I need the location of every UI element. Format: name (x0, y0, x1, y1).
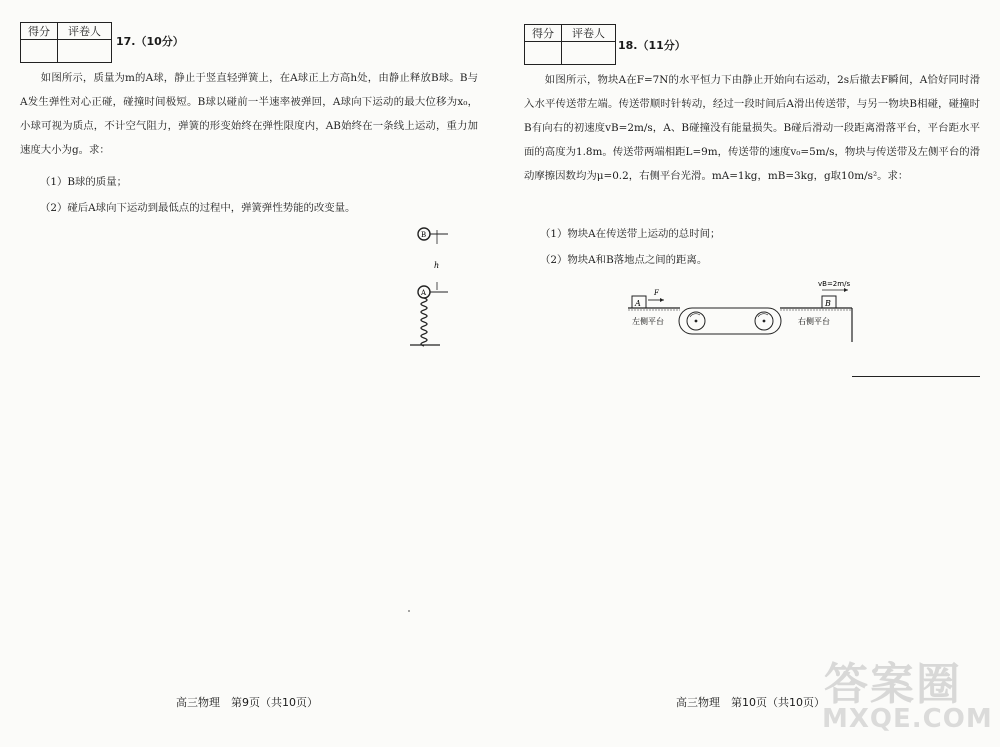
question-paragraph: 如图所示，物块A在F=7N的水平恒力下由静止开始向右运动，2s后撤去F瞬间，A恰好同时滑入水平传送带左端。传送带顺时针转动，经过一段时间后A滑出传送带，与另一物块B相碰，碰撞时B有向右的初速度vB=2m/s，A、B碰撞没有能量损失。B碰后滑动一段距离滑落平台，平台距水平面的高度为1.8m。传送带两端相距L=9m，传送带的速度v₀=5m/s，物块与传送带及左侧平台的滑动摩擦因数均为μ=0.2，右侧平台光滑。mA=1kg，mB=3kg，g取10m/s²。求： (524, 74, 980, 182)
belt-left-curve (679, 308, 692, 334)
question-number: 18.（11分） (618, 39, 686, 52)
grader-cell (58, 40, 112, 63)
answer-line (852, 376, 980, 377)
velocity-arrowhead (844, 288, 848, 292)
spring (421, 298, 427, 346)
score-cell (525, 42, 562, 65)
belt-right-curve (768, 308, 781, 334)
block-a-label: A (635, 299, 641, 308)
score-header: 得分 (21, 23, 58, 40)
velocity-label: vB=2m/s (818, 280, 851, 288)
right-page (500, 0, 1000, 747)
block-b-label: B (825, 299, 831, 308)
right-pulley-axle (763, 320, 766, 323)
score-cell (21, 40, 58, 63)
sub-question-1: （1）物块A在传送带上运动的总时间； (540, 228, 721, 240)
sub-question-1: （1）B球的质量； (40, 176, 127, 188)
spring-figure (400, 220, 470, 350)
ball-b-label: B (421, 231, 427, 239)
right-rotation-arrow (758, 314, 768, 317)
left-rotation-arrow (690, 314, 700, 317)
score-table (524, 24, 616, 65)
ball-a-label: A (421, 289, 427, 297)
page-footer: 高三物理 第9页（共10页） (176, 696, 318, 709)
question-number: 17.（10分） (116, 35, 184, 48)
sub-question-2: （2）碰后A球向下运动到最低点的过程中，弹簧弹性势能的改变量。 (40, 202, 356, 214)
left-pulley-axle (695, 320, 698, 323)
right-platform-label: 右侧平台 (798, 317, 830, 326)
score-table (20, 22, 112, 63)
watermark (818, 648, 998, 744)
force-arrowhead (660, 298, 664, 302)
grader-cell (562, 42, 616, 65)
force-label: F (654, 289, 659, 297)
height-label: h (434, 261, 440, 270)
watermark-logo: 答案圈 (824, 659, 962, 710)
question-paragraph: 如图所示，质量为m的A球，静止于竖直轻弹簧上，在A球正上方高h处，由静止释放B球。B与A发生弹性对心正碰，碰撞时间极短。B球以碰前一半速率被弹回，A球向下运动的最大位移为x₀，小球可视为质点，不计空气阻力，弹簧的形变始终在弹性限度内，AB始终在一条线上运动，重力加速度大小为g。求： (20, 72, 478, 156)
watermark-url: MXQE.COM (822, 704, 993, 734)
scan-speck (408, 610, 410, 612)
score-header: 得分 (525, 25, 562, 42)
grader-header: 评卷人 (58, 23, 112, 40)
conveyor-figure (626, 278, 862, 346)
sub-question-2: （2）物块A和B落地点之间的距离。 (540, 254, 708, 266)
page-footer: 高三物理 第10页（共10页） (676, 696, 825, 709)
grader-header: 评卷人 (562, 25, 616, 42)
left-platform-label: 左侧平台 (632, 317, 664, 326)
